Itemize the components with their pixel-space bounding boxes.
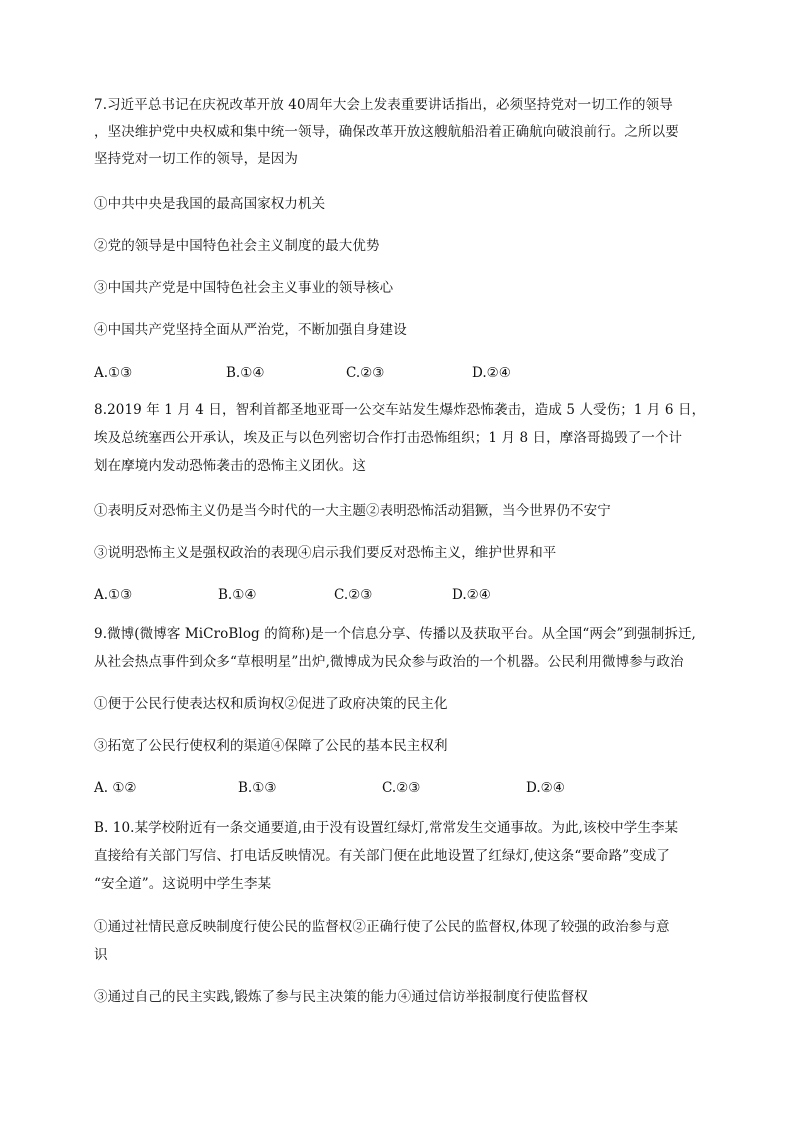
q7-option-a: A.①③ bbox=[94, 365, 133, 381]
q8-statement-1: ①表明反对恐怖主义仍是当今时代的一大主题②表明恐怖活动猖獗，当今世界仍不安宁 bbox=[94, 503, 611, 519]
q10-stem-line-3: “安全道”。这说明中学生李某 bbox=[94, 876, 272, 892]
q8-stem-line-3: 划在摩境内发动恐怖袭击的恐怖主义团伙。这 bbox=[94, 458, 366, 474]
q7-statement-4: ④中国共产党坚持全面从严治党，不断加强自身建设 bbox=[94, 322, 407, 338]
q8-option-d: D.②④ bbox=[452, 587, 491, 603]
q7-stem-line-3: 坚持党对一切工作的领导，是因为 bbox=[94, 151, 298, 167]
q7-option-d: D.②④ bbox=[472, 365, 511, 381]
q9-option-b: B.①③ bbox=[238, 780, 277, 796]
q8-option-c: C.②③ bbox=[334, 587, 373, 603]
q8-stem-line-2: 埃及总统塞西公开承认，埃及正与以色列密切合作打击恐怖组织；1 月 8 日，摩洛哥捣毁了一个计 bbox=[94, 430, 683, 446]
q10-statement-1: ①通过社情民意反映制度行使公民的监督权②正确行使了公民的监督权,体现了较强的政治参与意 bbox=[94, 919, 670, 935]
q8-stem-line-1: 8.2019 年 1 月 4 日，智利首都圣地亚哥一公交车站发生爆炸恐怖袭击，造成 5 人受伤；1 月 6 日， bbox=[94, 402, 706, 418]
q8-option-a: A.①③ bbox=[94, 587, 133, 603]
q10-stem-line-1: B. 10.某学校附近有一条交通要道,由于没有设置红绿灯,常常发生交通事故。为此,该校中学生李某 bbox=[94, 820, 679, 836]
q10-statement-1-cont: 识 bbox=[94, 947, 108, 963]
q9-option-a: A. ①② bbox=[94, 780, 137, 796]
q7-stem-line-2: ，坚决维护党中央权威和集中统一领导，确保改革开放这艘航船沿着正确航向破浪前行。之所以要 bbox=[94, 124, 679, 140]
q9-option-c: C.②③ bbox=[382, 780, 421, 796]
q9-statement-2: ③拓宽了公民行使权利的渠道④保障了公民的基本民主权利 bbox=[94, 738, 448, 754]
q7-statement-2: ②党的领导是中国特色社会主义制度的最大优势 bbox=[94, 238, 380, 254]
q8-option-b: B.①④ bbox=[218, 587, 257, 603]
q9-statement-1: ①便于公民行使表达权和质询权②促进了政府决策的民主化 bbox=[94, 696, 448, 712]
q7-option-c: C.②③ bbox=[346, 365, 385, 381]
q8-statement-2: ③说明恐怖主义是强权政治的表现④启示我们要反对恐怖主义，维护世界和平 bbox=[94, 545, 557, 561]
q9-stem-line-2: 从社会热点事件到众多“草根明星”出炉,微博成为民众参与政治的一个机器。公民利用微博参与政治 bbox=[94, 654, 684, 670]
q7-statement-1: ①中共中央是我国的最高国家权力机关 bbox=[94, 196, 326, 212]
q10-statement-2: ③通过自己的民主实践,锻炼了参与民主决策的能力④通过信访举报制度行使监督权 bbox=[94, 989, 588, 1005]
q7-option-b: B.①④ bbox=[226, 365, 265, 381]
q9-option-d: D.②④ bbox=[526, 780, 565, 796]
q7-statement-3: ③中国共产党是中国特色社会主义事业的领导核心 bbox=[94, 280, 394, 296]
q7-stem-line-1: 7.习近平总书记在庆祝改革开放 40周年大会上发表重要讲话指出，必须坚持党对一切工作的领导 bbox=[94, 97, 673, 113]
q10-stem-line-2: 直接给有关部门写信、打电话反映情况。有关部门便在此地设置了红绿灯,使这条“要命路”变成了 bbox=[94, 848, 670, 864]
q9-stem-line-1: 9.微博(微博客 MiCroBlog 的简称)是一个信息分享、传播以及获取平台。从全国“两会”到强制拆迁, bbox=[94, 626, 696, 642]
